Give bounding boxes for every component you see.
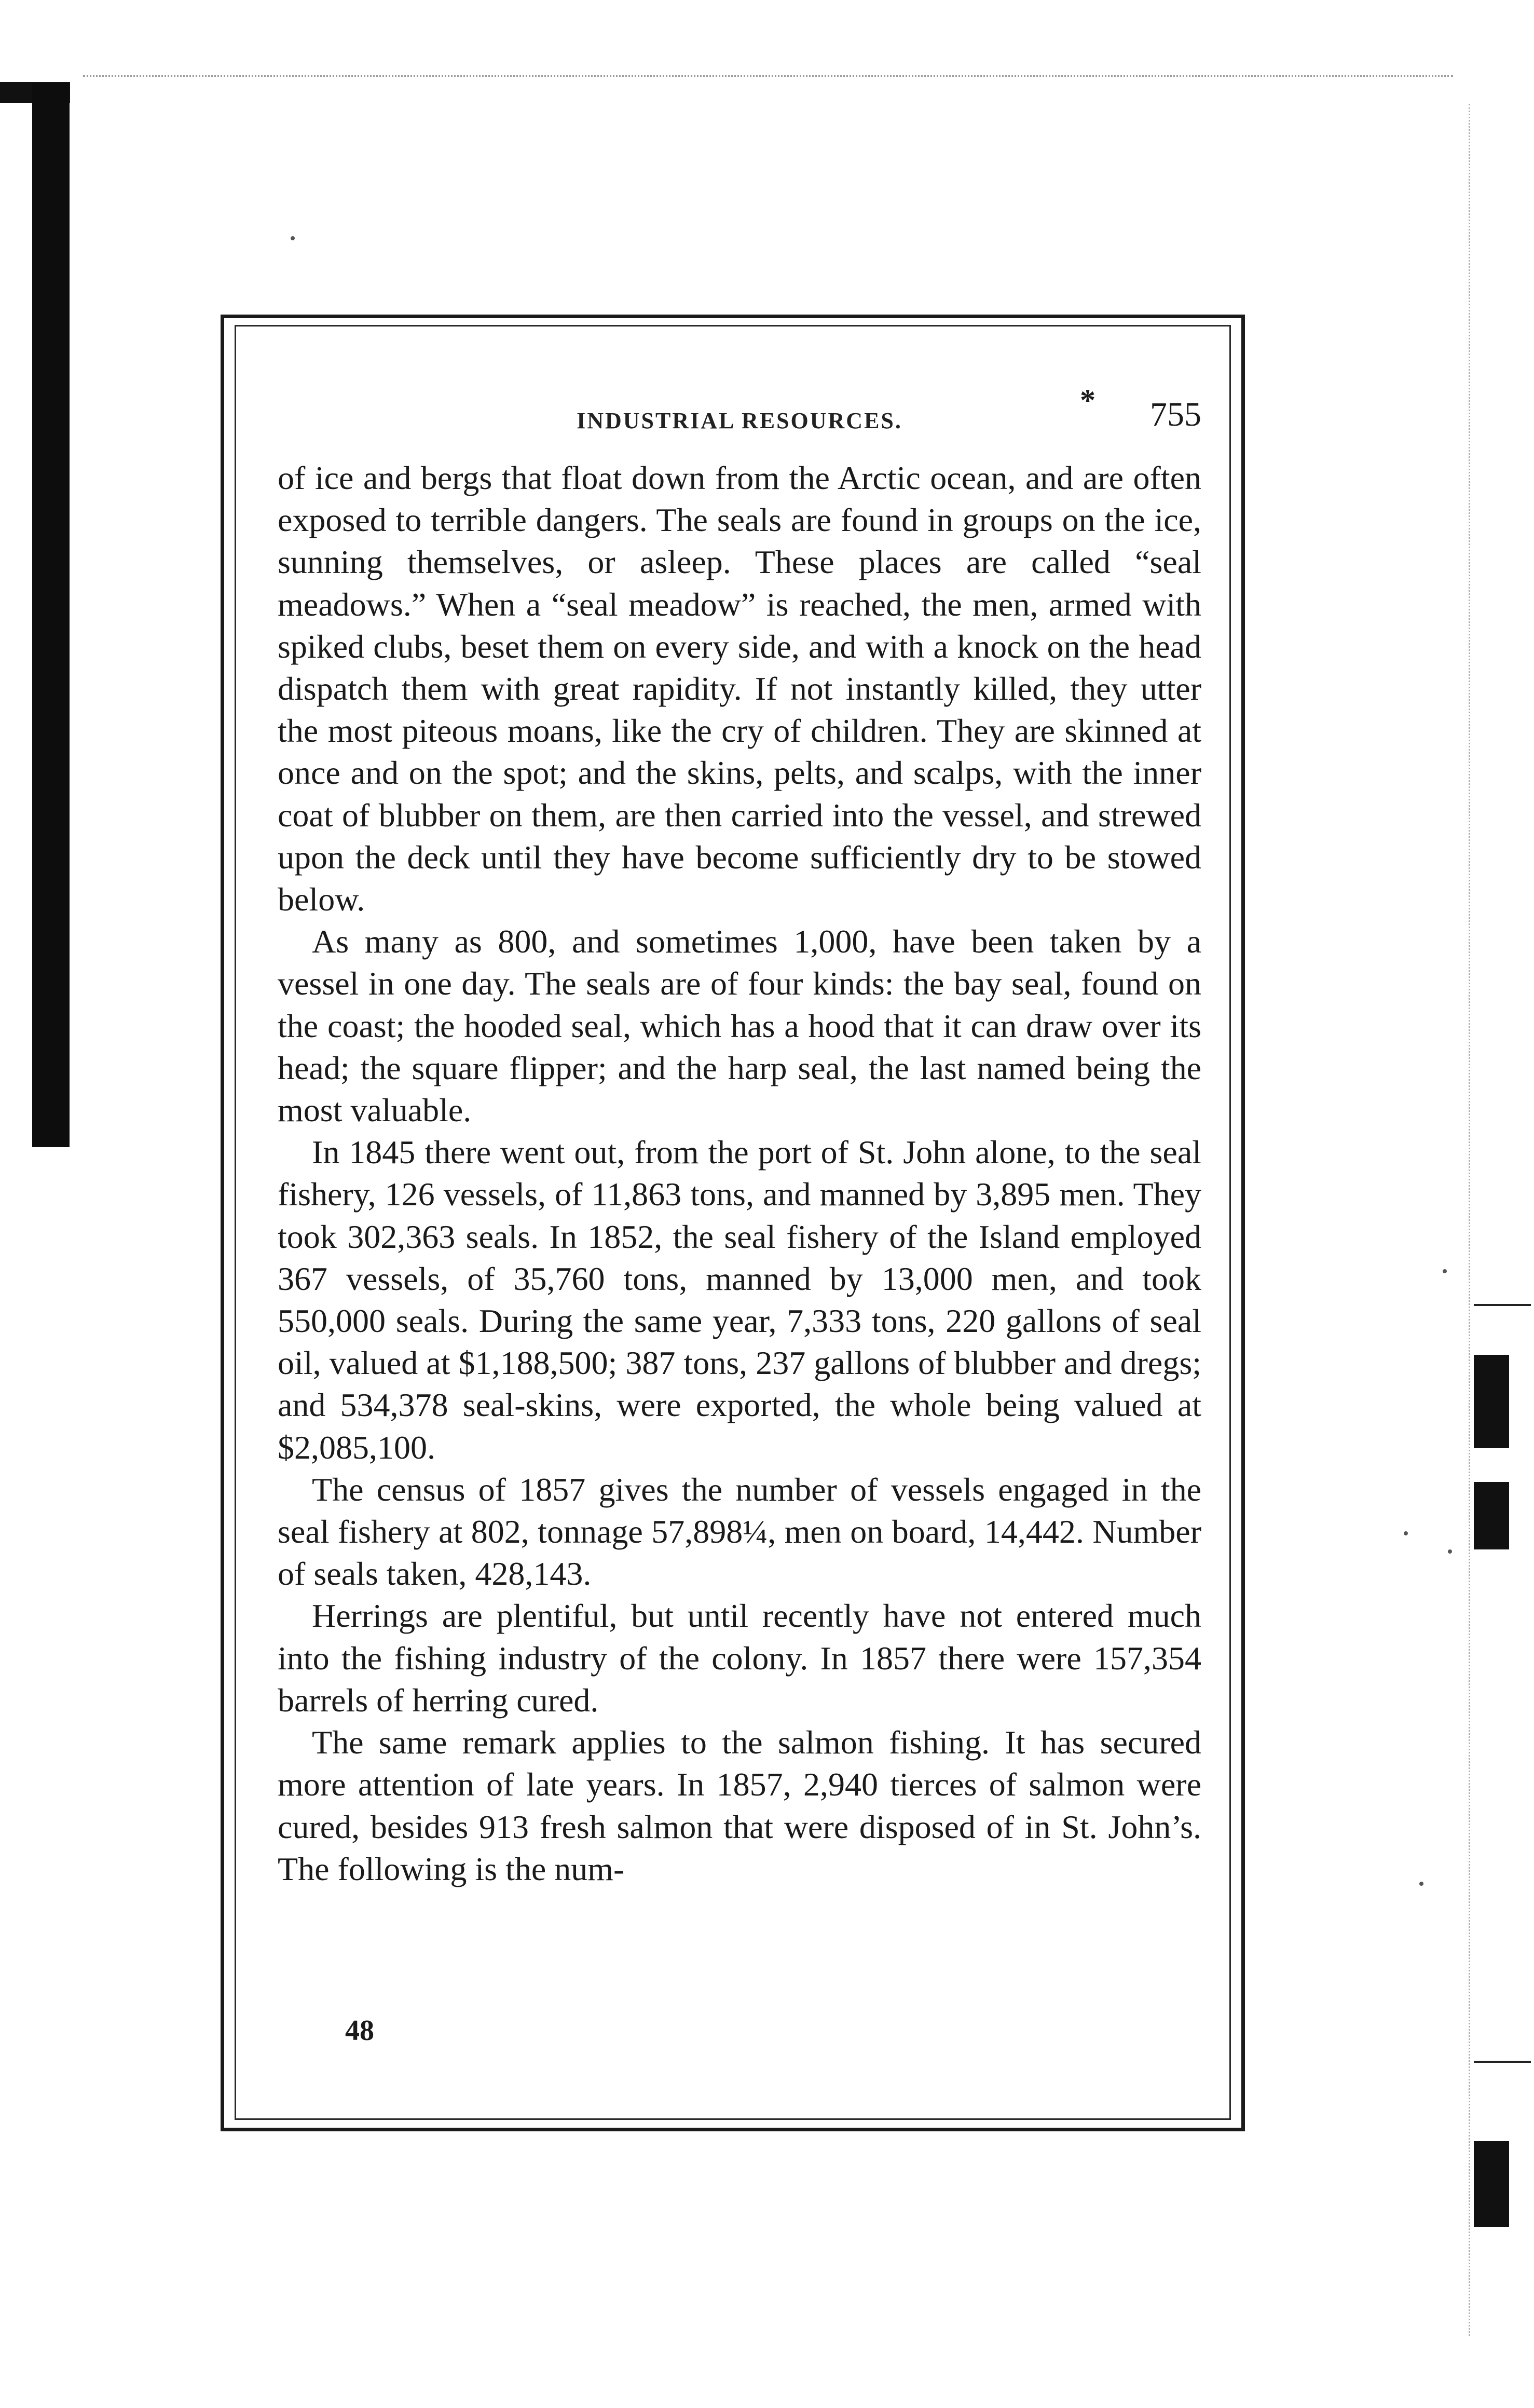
- speck: [1404, 1531, 1408, 1535]
- scan-edge-line: [1474, 2061, 1531, 2063]
- scan-edge-mark: [1474, 1482, 1509, 1549]
- paragraph: Herrings are plentiful, but until recently have not entered much into the fishing industry of the colony. In 1857 there were 157,354 barrels of herring cured.: [278, 1597, 1201, 1719]
- page-header: [278, 383, 1201, 439]
- paragraph: As many as 800, and sometimes 1,000, have been taken by a vessel in one day. The seals are of four kinds: the bay seal, found on the coast; the hooded seal, which has a hood that it can draw over its head; the square flipper; and the harp seal, the last named being the most valuable.: [278, 923, 1201, 1129]
- header-mark: *: [1080, 383, 1095, 417]
- running-head: INDUSTRIAL RESOURCES.: [577, 408, 902, 433]
- scan-edge-mark: [1474, 1355, 1509, 1448]
- binding-edge: [32, 83, 70, 1147]
- signature-mark: 48: [345, 2015, 374, 2047]
- paragraph: of ice and bergs that float down from the Arctic ocean, and are often exposed to terrible dangers. The seals are found in groups on the ice, sunning themselves, or asleep. These places are called “seal meadows.” When a “seal meadow” is reached, the men, armed with spiked clubs, beset them on every side, and with a knock on the head dispatch them with great rapidity. If not instantly killed, they utter the most piteous moans, like the cry of children. They are skinned at once and on the spot; and the skins, pelts, and scalps, with the inner coat of blubber on them, are then carried into the vessel, and strewed upon the deck until they have become sufficiently dry to be stowed below.: [278, 459, 1201, 918]
- scan-edge-mark: [1474, 2141, 1509, 2227]
- scan-edge-line: [1474, 1304, 1531, 1306]
- page-right-edge: [1469, 104, 1470, 2336]
- speck: [291, 236, 295, 240]
- paragraph: The same remark applies to the salmon fishing. It has secured more attention of late years. In 1857, 2,940 tierces of salmon were cured, besides 913 fresh salmon that were disposed of in St. John’s. The following is the num-: [278, 1724, 1201, 1887]
- speck: [1448, 1549, 1452, 1554]
- speck: [1443, 1269, 1447, 1273]
- paragraph: The census of 1857 gives the number of vessels engaged in the seal fishery at 802, tonnage 57,898¼, men on board, 14,442. Number of seals taken, 428,143.: [278, 1471, 1201, 1593]
- page-number: 755: [1150, 396, 1201, 433]
- page-top-edge: [83, 75, 1453, 77]
- speck: [1419, 1882, 1423, 1886]
- body-text: [278, 457, 1201, 1890]
- paragraph: In 1845 there went out, from the port of St. John alone, to the seal fishery, 126 vessels, of 11,863 tons, and manned by 3,895 men. They took 302,363 seals. In 1852, the seal fishery of the Island employed 367 vessels, of 35,760 tons, manned by 13,000 men, and took 550,000 seals. During the same year, 7,333 tons, 220 gallons of seal oil, valued at $1,188,500; 387 tons, 237 gallons of blubber and dregs; and 534,378 seal-skins, were exported, the whole being valued at $2,085,100.: [278, 1134, 1201, 1466]
